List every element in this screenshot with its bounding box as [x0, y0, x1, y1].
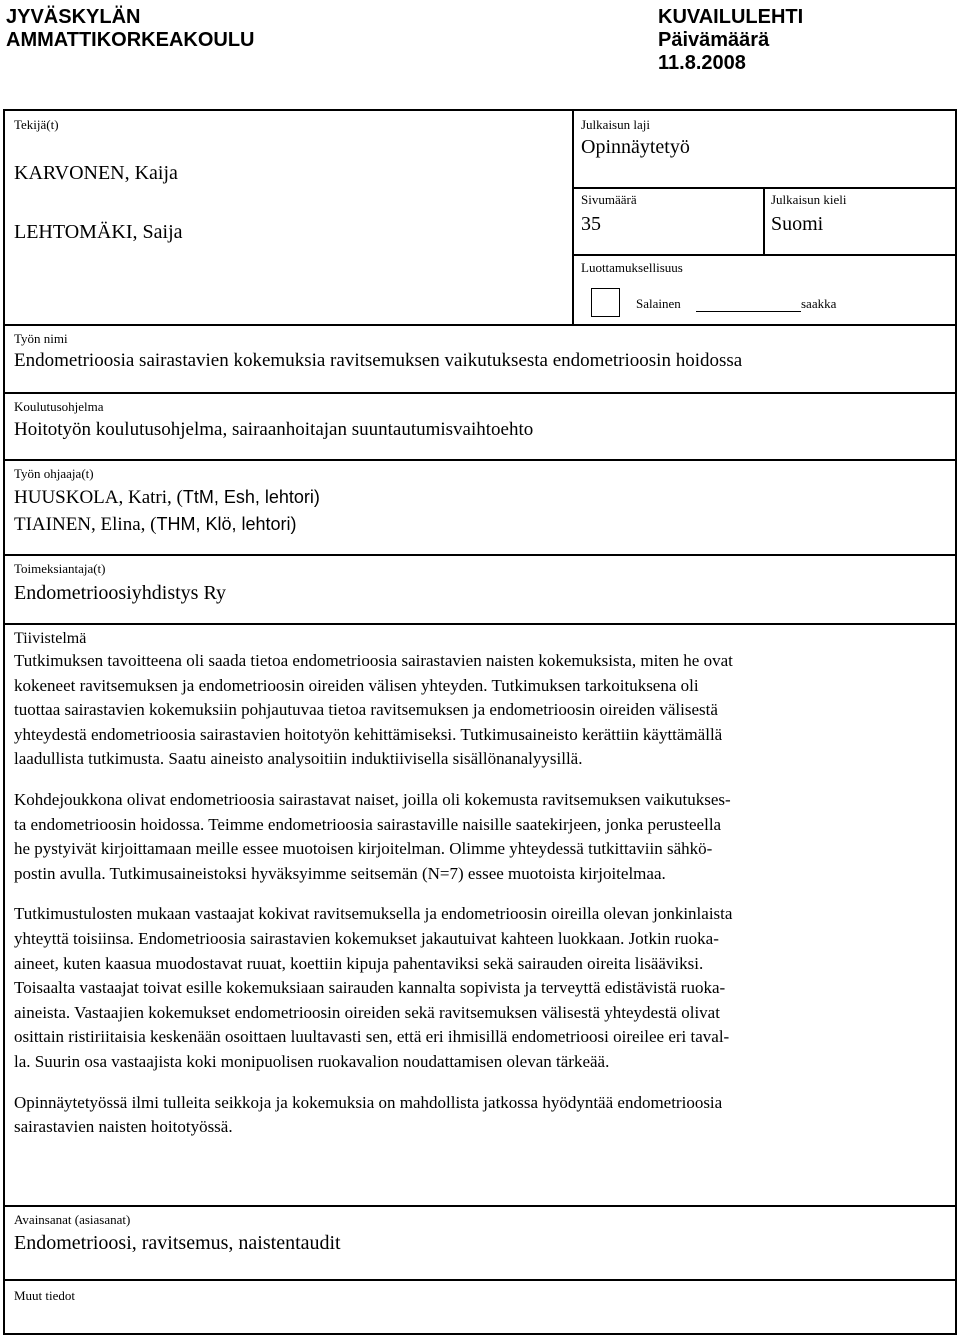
abstract-line: ta endometrioosin hoidossa. Teimme endometrioosia sairastaville naisille saatekirjeen, jonka perusteella [14, 814, 722, 834]
abstract-line: Tutkimuksen tavoitteena oli saada tietoa endometrioosia sairastavien naisten kokemuksista, miten he ovat [14, 651, 733, 670]
title-value: Endometrioosia sairastavien kokemuksia ravitsemuksen vaikutuksesta endometrioosin hoidossa [14, 350, 743, 371]
supervisor-2-name: TIAINEN, Elina, ( [14, 514, 157, 535]
keywords-box [3, 1205, 957, 1281]
abstract-line: Kohdejoukkona olivat endometrioosia sairastavat naiset, joilla oli kokemusta ravitsemuksen vaikutukses- [14, 789, 731, 809]
abstract-line: la. Suurin osa vastaajista koki monipuolisen ruokavalion noudattamisen olevan tärkeää. [14, 1051, 610, 1071]
pages-box [572, 187, 765, 256]
supervisor-1 [14, 485, 320, 510]
programme-value: Hoitotyön koulutusohjelma, sairaanhoitajan suuntautumisvaihtoehto [14, 419, 534, 440]
supervisor-2-title: THM, Klö, lehtori) [156, 514, 297, 534]
doc-header-right [658, 6, 803, 75]
commissioner-value: Endometrioosiyhdistys Ry [14, 582, 226, 604]
programme-box [3, 392, 957, 461]
abstract-line: yhteyttä toisiinsa. Endometrioosia sairastavien kokemukset jakautuivat kahteen luokkaan. Jotkin ruoka- [14, 928, 719, 948]
date-label: Päivämäärä [658, 29, 770, 51]
abstract-line: Tutkimustulosten mukaan vastaajat kokivat ravitsemuksella ja endometrioosin oireilla olevan jonkinlaista [14, 904, 733, 924]
commissioner-box [3, 554, 957, 625]
confidentiality-label: Luottamuksellisuus [581, 260, 683, 275]
supervisors-box [3, 459, 957, 556]
abstract-line: postin avulla. Tutkimusaineistoksi hyväksyimme seitsemän (N=7) essee muotoista kirjoitelmaa. [14, 863, 666, 883]
abstract-label: Tiivistelmä [14, 630, 87, 647]
abstract-line: tuottaa sairastavien kokemuksiin pohjautuvaa tietoa ravitsemuksen ja endometrioosin oireiden välisestä [14, 700, 718, 720]
abstract-paragraph-3 [14, 902, 949, 1074]
supervisor-1-title: TtM, Esh, lehtori) [182, 487, 320, 507]
pages-value: 35 [581, 213, 601, 235]
until-label: saakka [801, 296, 837, 311]
keywords-value: Endometrioosi, ravitsemus, naistentaudit [14, 1232, 341, 1254]
abstract-paragraph-1 [14, 649, 949, 772]
author-2: LEHTOMÄKI, Saija [14, 221, 183, 243]
abstract-line: osittain ristiriitaisia keskenään osoittaen luultavasti sen, että eri ihmisillä endometrioosi oireilee eri taval- [14, 1027, 730, 1047]
keywords-label: Avainsanat (asiasanat) [14, 1212, 131, 1227]
publication-type-value: Opinnäytetyö [581, 136, 690, 158]
abstract-line: he pystyivät kirjoittamaan meille essee muotoisen kirjoitelman. Olimme yhteydessä tutkittaviin sähkö- [14, 839, 713, 859]
supervisors-label: Työn ohjaaja(t) [14, 466, 94, 481]
publication-type-label: Julkaisun laji [581, 117, 650, 132]
abstract-line: Toisaalta vastaajat toivat esille kokemuksiaan sairauden kannalta sopivista ja terveyttä edistävistä ruoka- [14, 978, 726, 998]
supervisor-1-name: HUUSKOLA, Katri, ( [14, 487, 183, 508]
confidentiality-box [572, 254, 957, 326]
school-name-line1: JYVÄSKYLÄN [6, 6, 141, 28]
abstract-line: Opinnäytetyössä ilmi tulleita seikkoja ja kokemuksia on mahdollista jatkossa hyödyntää endometrioosia [14, 1092, 723, 1112]
abstract-body [14, 649, 949, 1140]
abstract-paragraph-4 [14, 1091, 949, 1140]
other-info-box [3, 1279, 957, 1335]
title-box [3, 324, 957, 394]
language-box [763, 187, 957, 256]
pages-label: Sivumäärä [581, 192, 637, 207]
abstract-box [3, 623, 957, 1207]
supervisor-2 [14, 512, 297, 537]
authors-label: Tekijä(t) [14, 117, 59, 132]
secret-until-line [696, 311, 801, 312]
date-value: 11.8.2008 [658, 52, 746, 74]
abstract-line: aineista. Vastaajien kokemukset endometrioosin oireiden sekä ravitsemuksen välisestä yhteydestä olivat [14, 1002, 720, 1022]
school-name [6, 6, 255, 52]
authors-box [3, 109, 574, 326]
abstract-line: laadullista tutkimusta. Saatu aineisto analysoitiin induktiivisella sisällönanalyysillä. [14, 749, 583, 769]
doc-type: KUVAILULEHTI [658, 6, 804, 28]
title-label: Työn nimi [14, 331, 68, 346]
abstract-line: kokeneet ravitsemuksen ja endometrioosin oireiden välisen yhteyden. Tutkimuksen tarkoituksena oli [14, 675, 699, 695]
abstract-line: yhteydestä endometrioosia sairastavien hoitotyön kehittämiseksi. Tutkimusaineisto kerättiin käyttämällä [14, 724, 723, 744]
programme-label: Koulutusohjelma [14, 399, 104, 414]
secret-checkbox[interactable] [591, 288, 620, 317]
abstract-line: sairastavien naisten hoitotyössä. [14, 1117, 233, 1137]
publication-type-box [572, 109, 957, 189]
abstract-line: aineet, kuten kaasua muodostavat ruuat, koettiin kipuja pahentaviksi sekä sairauden oireita lisääviksi. [14, 953, 704, 973]
secret-label: Salainen [636, 296, 681, 311]
author-1: KARVONEN, Kaija [14, 162, 178, 184]
other-info-label: Muut tiedot [14, 1288, 76, 1303]
school-name-line2: AMMATTIKORKEAKOULU [6, 29, 255, 51]
language-label: Julkaisun kieli [771, 192, 847, 207]
language-value: Suomi [771, 213, 824, 235]
abstract-paragraph-2 [14, 788, 949, 886]
commissioner-label: Toimeksiantaja(t) [14, 561, 106, 576]
